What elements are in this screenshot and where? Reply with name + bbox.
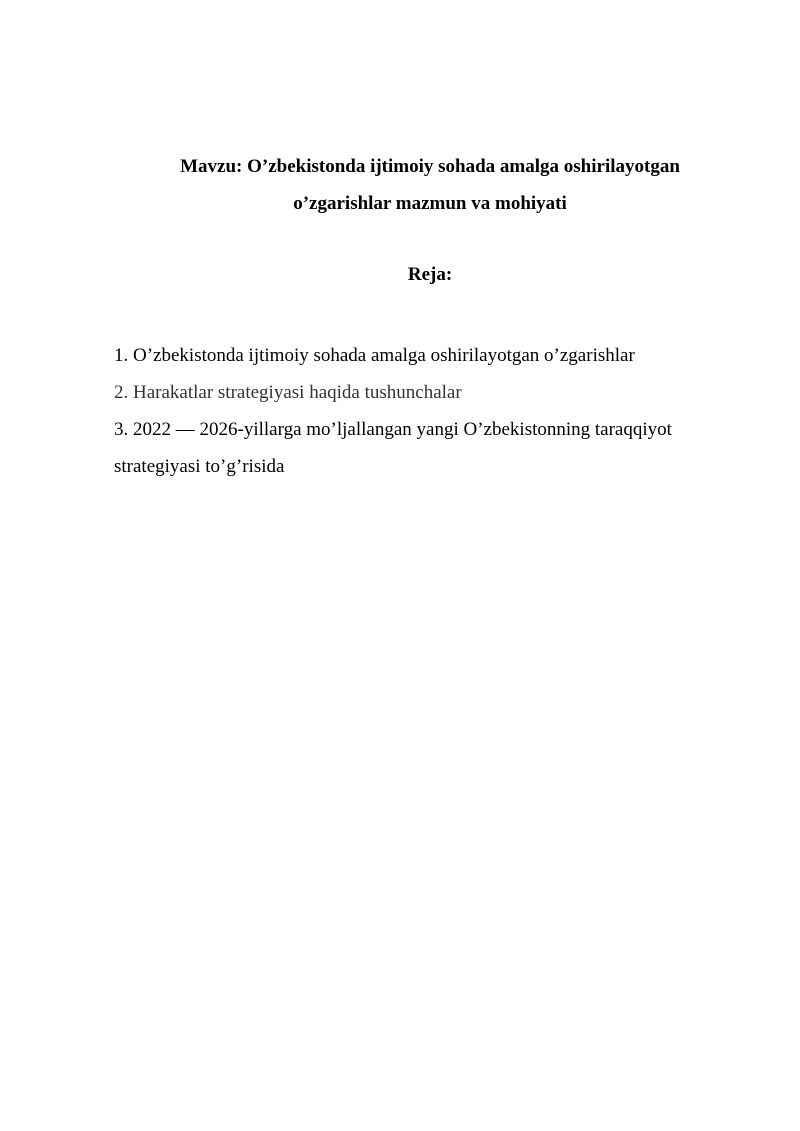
plan-item-2: 2. Harakatlar strategiyasi haqida tushunchalar	[114, 382, 462, 403]
plan-heading: Reja:	[407, 264, 453, 285]
title-line-1: Mavzu: O’zbekistonda ijtimoiy sohada amalga oshirilayotgan	[180, 156, 680, 177]
plan-item-1: 1. O’zbekistonda ijtimoiy sohada amalga oshirilayotgan o’zgarishlar	[114, 345, 635, 366]
plan-item-3-continuation: strategiyasi to’g’risida	[114, 456, 285, 477]
document-title	[100, 148, 760, 222]
plan-item-3: 3. 2022 — 2026-yillarga mo’ljallangan yangi O’zbekistonning taraqqiyot	[114, 419, 672, 440]
title-line-2: o’zgarishlar mazmun va mohiyati	[293, 193, 567, 214]
plan-list	[114, 337, 774, 485]
